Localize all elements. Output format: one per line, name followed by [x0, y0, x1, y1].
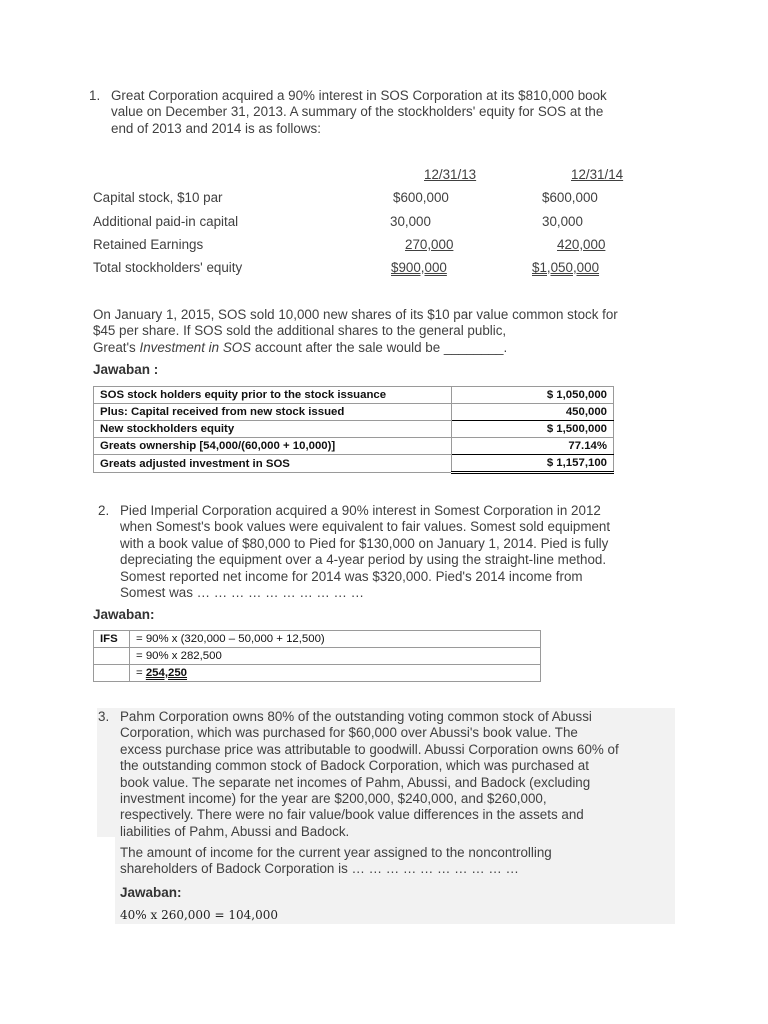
q3-line: book value. The separate net incomes of Pahm, Abussi, and Badock (excluding: [120, 774, 591, 790]
ifs-final-value: 254,250: [145, 667, 188, 679]
table-row: [94, 421, 614, 438]
answer-row-value: $ 1,500,000: [452, 421, 614, 438]
q1-line: value on December 31, 2013. A summary of the stockholders' equity for SOS at the: [111, 104, 604, 120]
table-row: [94, 455, 614, 473]
q2-text: [120, 503, 610, 601]
table-row: [94, 665, 541, 682]
q2-line: Somest was … … … … … … … … … …: [120, 585, 365, 601]
answer-row-value: $ 1,050,000: [452, 387, 614, 404]
q2-line: with a book value of $80,000 to Pied for $130,000 on January 1, 2014. Pied is fully: [120, 535, 609, 551]
empty-cell: [94, 648, 130, 665]
table-row: [94, 387, 614, 404]
answer-row-label: SOS stock holders equity prior to the stock issuance: [94, 387, 452, 404]
equity-row-2014: $600,000: [542, 190, 598, 205]
q1-paragraph: [93, 307, 618, 356]
q3-answer: 40% x 260,000 = 104,000: [120, 908, 278, 922]
empty-cell: [94, 665, 130, 682]
table-row: [94, 631, 541, 648]
ifs-label: IFS: [94, 631, 130, 648]
q1-col-header-2014: 12/31/14: [571, 167, 624, 182]
ifs-line: = 90% x 282,500: [130, 648, 541, 665]
q3-line: Pahm Corporation owns 80% of the outstanding voting common stock of Abussi: [120, 709, 592, 724]
q3-question-line: shareholders of Badock Corporation is … … … … … … … … … …: [120, 861, 519, 877]
q3-line: the outstanding common stock of Badock Corporation, which was purchased at: [120, 758, 589, 774]
q2-line: when Somest's book values were equivalent to fair values. Somest sold equipment: [120, 519, 611, 535]
ifs-line: = 90% x (320,000 – 50,000 + 12,500): [130, 631, 541, 648]
q2-line: Somest reported net income for 2014 was $320,000. Pied's 2014 income from: [120, 568, 583, 584]
q3-line: liabilities of Pahm, Abussi and Badock.: [120, 823, 350, 839]
q1-line: Great Corporation acquired a 90% interest in SOS Corporation at its $810,000 book: [111, 88, 607, 103]
answer-row-value: 77.14%: [452, 438, 614, 455]
answer-row-label: Greats adjusted investment in SOS: [94, 455, 452, 473]
q3-answer-label: Jawaban:: [120, 885, 182, 900]
q1-number: 1.: [89, 88, 101, 103]
q3-line: Corporation, which was purchased for $60,000 over Abussi's book value. The: [120, 725, 578, 741]
equity-row-2014: $1,050,000: [532, 260, 600, 275]
equity-row-2014: 420,000: [557, 237, 606, 252]
equity-row-label: Retained Earnings: [93, 237, 204, 252]
q3-question: [120, 845, 552, 878]
q1-para-post: account after the sale would be ________.: [251, 339, 508, 355]
q1-para-line: On January 1, 2015, SOS sold 10,000 new shares of its $10 par value common stock for: [93, 307, 618, 322]
q1-text: [111, 88, 607, 137]
equity-row-2013: 30,000: [390, 214, 431, 229]
table-row: [94, 438, 614, 455]
q3-question-line: The amount of income for the current year assigned to the noncontrolling: [120, 845, 552, 860]
equity-row-label: Additional paid-in capital: [93, 214, 239, 229]
q3-line: respectively. There were no fair value/book value differences in the assets and: [120, 807, 584, 823]
q1-answer-table: [93, 386, 614, 474]
table-row: [94, 404, 614, 421]
q2-number: 2.: [98, 503, 110, 518]
ifs-line: [130, 665, 541, 682]
q1-para-line: [93, 340, 618, 356]
q2-line: Pied Imperial Corporation acquired a 90% interest in Somest Corporation in 2012: [120, 503, 601, 518]
table-row: [94, 648, 541, 665]
q3-number: 3.: [98, 709, 110, 724]
q1-answer-label: Jawaban :: [93, 362, 159, 377]
q3-line: investment income) for the year are $200,000, $240,000, and $260,000,: [120, 791, 547, 807]
equity-row-2013: $600,000: [393, 190, 449, 205]
q2-line: depreciating the equipment over a 4-year period by using the straight-line method.: [120, 552, 607, 568]
q1-para-italic: Investment in SOS: [139, 339, 252, 355]
equity-row-2014: 30,000: [542, 214, 583, 229]
answer-row-label: Greats ownership [54,000/(60,000 + 10,000)]: [94, 438, 452, 455]
equity-row-2013: $900,000: [391, 260, 447, 275]
answer-row-label: New stockholders equity: [94, 421, 452, 438]
q1-para-pre: Great's: [93, 339, 140, 355]
q2-answer-table: [93, 630, 541, 682]
q1-line: end of 2013 and 2014 is as follows:: [111, 120, 321, 136]
answer-row-value: 450,000: [452, 404, 614, 421]
ifs-final-pre: =: [136, 667, 146, 679]
answer-row-label: Plus: Capital received from new stock issued: [94, 404, 452, 421]
q3-line: excess purchase price was attributable to goodwill. Abussi Corporation owns 60% of: [120, 741, 619, 757]
q2-answer-label: Jawaban:: [93, 607, 155, 622]
q1-para-line: $45 per share. If SOS sold the additional shares to the general public,: [93, 323, 507, 339]
answer-row-value: $ 1,157,100: [452, 455, 614, 473]
equity-row-2013: 270,000: [405, 237, 454, 252]
equity-row-label: Capital stock, $10 par: [93, 190, 223, 205]
equity-row-label: Total stockholders' equity: [93, 260, 243, 275]
q1-col-header-2013: 12/31/13: [424, 167, 477, 182]
q3-text: [120, 709, 619, 840]
